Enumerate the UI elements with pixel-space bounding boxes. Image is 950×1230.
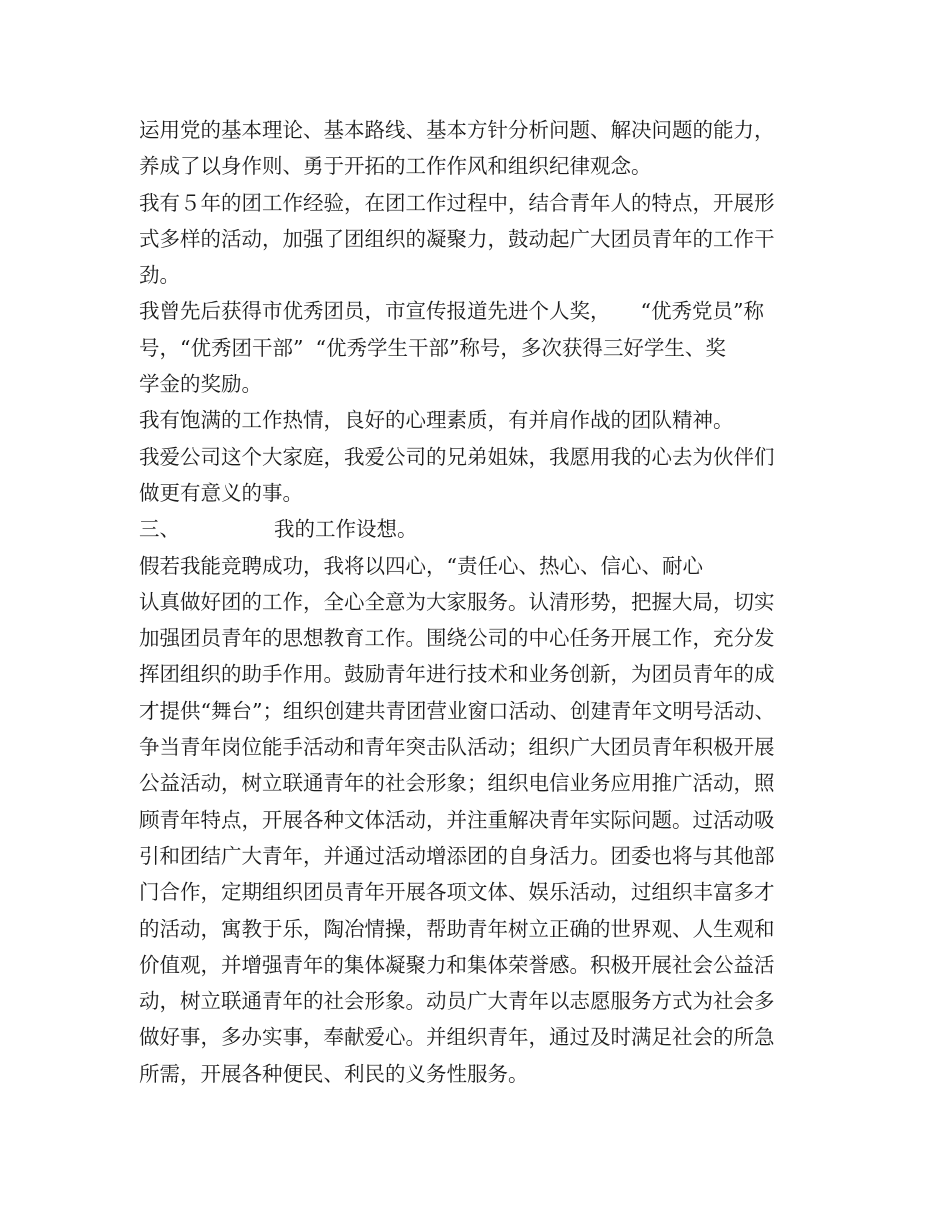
text-line: 门合作，定期组织团员青年开展各项文体、娱乐活动，过组织丰富多才 [139, 880, 775, 905]
award-text: “优秀党员”称 [640, 299, 764, 324]
text-line: 假若我能竞聘成功，我将以四心，“责任心、热心、信心、耐心 [139, 553, 703, 578]
award-text: “优秀学生干部”称号，多次获得三好学生、奖 [315, 335, 726, 360]
text-line [139, 293, 839, 329]
text-line: 式多样的活动，加强了团组织的凝聚力，鼓动起广大团员青年的工作干 [139, 226, 775, 251]
text-line: 才提供“舞台”；组织创建共青团营业窗口活动、创建青年文明号活动、 [139, 698, 775, 723]
section-title: 我的工作设想。 [274, 517, 418, 542]
document-body [139, 112, 839, 1092]
award-text: 我曾先后获得市优秀团员，市宣传报道先进个人奖， [139, 299, 611, 324]
text-line: 劲。 [139, 263, 180, 288]
text-line: 加强团员青年的思想教育工作。围绕公司的中心任务开展工作，充分发 [139, 626, 775, 651]
section-heading [139, 511, 839, 547]
text-line: 所需，开展各种便民、利民的义务性服务。 [139, 1061, 529, 1086]
text-line: 引和团结广大青年，并通过活动增添团的自身活力。团委也将与其他部 [139, 843, 775, 868]
text-line: 我有饱满的工作热情，良好的心理素质，有并肩作战的团队精神。 [139, 408, 734, 433]
text-line: 的活动，寓教于乐，陶冶情操，帮助青年树立正确的世界观、人生观和 [139, 916, 775, 941]
section-number: 三、 [139, 517, 180, 542]
text-line: 公益活动，树立联通青年的社会形象；组织电信业务应用推广活动，照 [139, 771, 775, 796]
text-line: 挥团组织的助手作用。鼓励青年进行技术和业务创新，为团员青年的成 [139, 662, 775, 687]
text-line: 做好事，多办实事，奉献爱心。并组织青年，通过及时满足社会的所急 [139, 1025, 775, 1050]
text-line: 我有５年的团工作经验，在团工作过程中，结合青年人的特点，开展形 [139, 190, 775, 215]
text-line: 认真做好团的工作，全心全意为大家服务。认清形势，把握大局，切实 [139, 589, 775, 614]
text-line: 做更有意义的事。 [139, 480, 303, 505]
text-line: 我爱公司这个大家庭，我爱公司的兄弟姐妹，我愿用我的心去为伙伴们 [139, 444, 775, 469]
text-line: 价值观，并增强青年的集体凝聚力和集体荣誉感。积极开展社会公益活 [139, 952, 775, 977]
text-line: 争当青年岗位能手活动和青年突击队活动；组织广大团员青年积极开展 [139, 735, 775, 760]
text-line: 动，树立联通青年的社会形象。动员广大青年以志愿服务方式为社会多 [139, 989, 775, 1014]
text-line [139, 330, 839, 366]
text-line: 顾青年特点，开展各种文体活动，并注重解决青年实际问题。过活动吸 [139, 807, 775, 832]
text-line: 学金的奖励。 [139, 372, 262, 397]
text-line: 运用党的基本理论、基本路线、基本方针分析问题、解决问题的能力， [139, 118, 775, 142]
text-line: 养成了以身作则、勇于开拓的工作作风和组织纪律观念。 [139, 154, 652, 179]
award-text: 号，“优秀团干部” [139, 335, 304, 360]
